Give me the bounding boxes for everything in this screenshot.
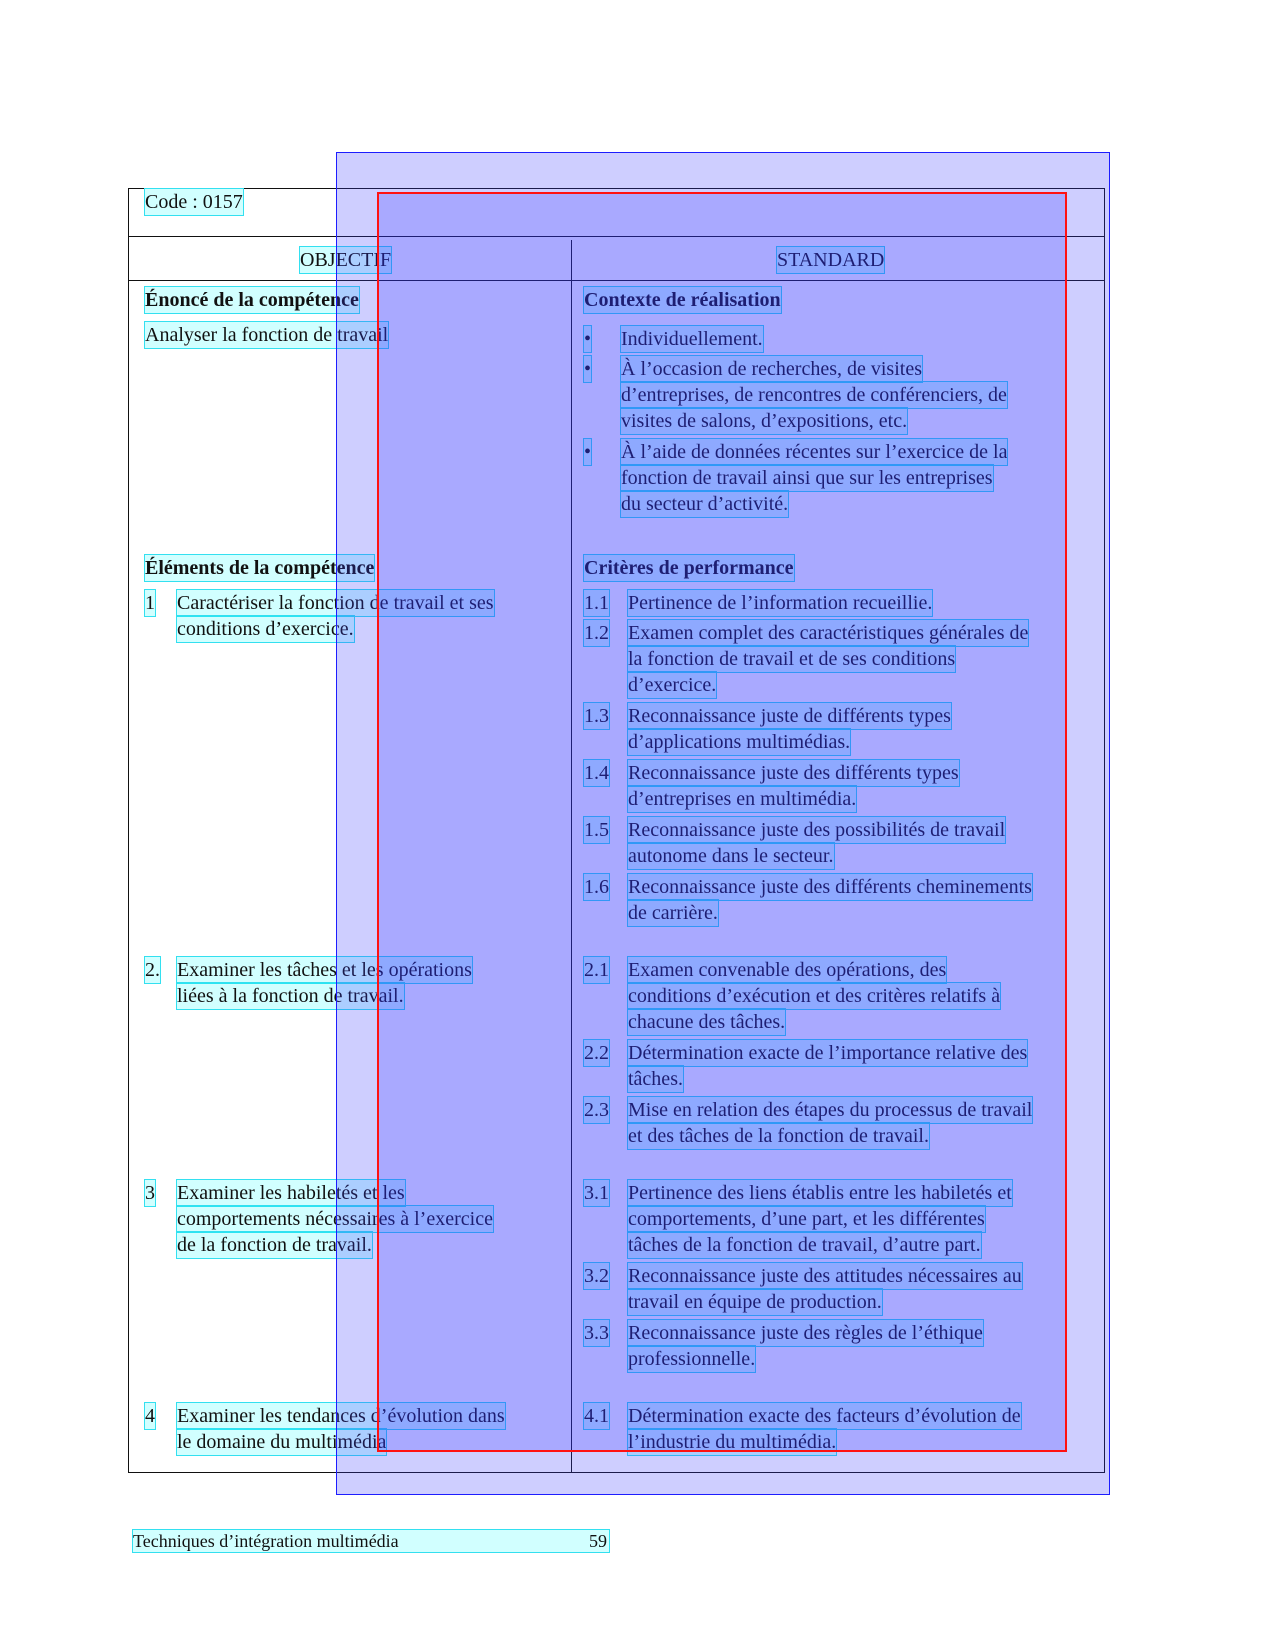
element-line: Caractériser la fonction de travail et ses bbox=[177, 592, 494, 614]
critere-line: autonome dans le secteur. bbox=[628, 845, 834, 867]
bullet-icon: • bbox=[584, 358, 592, 380]
critere-line: tâches. bbox=[628, 1068, 683, 1090]
bullet-icon: • bbox=[584, 328, 592, 350]
element-line: le domaine du multimédia bbox=[177, 1431, 387, 1453]
contexte-line: du secteur d’activité. bbox=[621, 493, 789, 515]
contexte-line: fonction de travail ainsi que sur les entreprises bbox=[621, 467, 993, 489]
element-line: conditions d’exercice. bbox=[177, 618, 354, 640]
element-number: 1 bbox=[145, 592, 155, 614]
critere-number: 1.5 bbox=[584, 819, 609, 841]
element-line: liées à la fonction de travail. bbox=[177, 985, 404, 1007]
critere-line: la fonction de travail et de ses conditions bbox=[628, 648, 956, 670]
contexte-line: visites de salons, d’expositions, etc. bbox=[621, 410, 908, 432]
critere-number: 2.3 bbox=[584, 1099, 609, 1121]
critere-line: travail en équipe de production. bbox=[628, 1291, 882, 1313]
element-number: 2. bbox=[145, 959, 160, 981]
critere-line: et des tâches de la fonction de travail. bbox=[628, 1125, 929, 1147]
critere-line: Examen convenable des opérations, des bbox=[628, 959, 947, 981]
enonce-title: Énoncé de la compétence bbox=[145, 289, 359, 311]
critere-number: 4.1 bbox=[584, 1405, 609, 1427]
critere-line: chacune des tâches. bbox=[628, 1011, 786, 1033]
critere-line: de carrière. bbox=[628, 902, 718, 924]
critere-line: conditions d’exécution et des critères relatifs à bbox=[628, 985, 1001, 1007]
critere-line: Reconnaissance juste des différents cheminements bbox=[628, 876, 1032, 898]
page-number: 59 bbox=[589, 1531, 607, 1551]
critere-line: Détermination exacte des facteurs d’évolution de bbox=[628, 1405, 1021, 1427]
bullet-icon: • bbox=[584, 441, 592, 463]
standard-header: STANDARD bbox=[777, 249, 885, 271]
critere-number: 2.2 bbox=[584, 1042, 609, 1064]
element-number: 4 bbox=[145, 1405, 155, 1427]
critere-line: Pertinence de l’information recueillie. bbox=[628, 592, 933, 614]
critere-line: comportements, d’une part, et les différentes bbox=[628, 1208, 985, 1230]
contexte-line: Individuellement. bbox=[621, 328, 763, 350]
critere-line: Détermination exacte de l’importance relative des bbox=[628, 1042, 1028, 1064]
critere-number: 3.1 bbox=[584, 1182, 609, 1204]
critere-number: 1.3 bbox=[584, 705, 609, 727]
element-line: Examiner les tendances d’évolution dans bbox=[177, 1405, 505, 1427]
element-line: Examiner les habiletés et les bbox=[177, 1182, 405, 1204]
critere-number: 3.2 bbox=[584, 1265, 609, 1287]
critere-line: d’entreprises en multimédia. bbox=[628, 788, 857, 810]
critere-number: 1.1 bbox=[584, 592, 609, 614]
critere-number: 3.3 bbox=[584, 1322, 609, 1344]
critere-line: l’industrie du multimédia. bbox=[628, 1431, 837, 1453]
critere-number: 1.2 bbox=[584, 622, 609, 644]
critere-line: professionnelle. bbox=[628, 1348, 756, 1370]
critere-line: Mise en relation des étapes du processus de travail bbox=[628, 1099, 1033, 1121]
enonce-text: Analyser la fonction de travail bbox=[145, 324, 389, 346]
critere-line: Reconnaissance juste des différents types bbox=[628, 762, 959, 784]
contexte-line: À l’aide de données récentes sur l’exercice de la bbox=[621, 441, 1008, 463]
critere-number: 1.6 bbox=[584, 876, 609, 898]
critere-line: Examen complet des caractéristiques générales de bbox=[628, 622, 1029, 644]
elements-title: Éléments de la compétence bbox=[145, 557, 375, 579]
element-line: Examiner les tâches et les opérations bbox=[177, 959, 472, 981]
critere-line: d’applications multimédias. bbox=[628, 731, 851, 753]
critere-number: 1.4 bbox=[584, 762, 609, 784]
contexte-line: d’entreprises, de rencontres de conférenciers, de bbox=[621, 384, 1007, 406]
objectif-header: OBJECTIF bbox=[300, 249, 392, 271]
critere-line: Reconnaissance juste des règles de l’éthique bbox=[628, 1322, 983, 1344]
footer bbox=[133, 1530, 609, 1552]
critere-line: Reconnaissance juste de différents types bbox=[628, 705, 951, 727]
element-number: 3 bbox=[145, 1182, 155, 1204]
code-label: Code : 0157 bbox=[145, 191, 243, 213]
critere-line: d’exercice. bbox=[628, 674, 717, 696]
contexte-title: Contexte de réalisation bbox=[584, 289, 781, 311]
element-line: comportements nécessaires à l’exercice bbox=[177, 1208, 493, 1230]
selection-overlay-inner bbox=[377, 192, 1067, 1452]
critere-line: Reconnaissance juste des attitudes nécessaires au bbox=[628, 1265, 1022, 1287]
footer-title: Techniques d’intégration multimédia bbox=[133, 1531, 399, 1551]
critere-line: tâches de la fonction de travail, d’autre part. bbox=[628, 1234, 981, 1256]
critere-line: Pertinence des liens établis entre les habiletés et bbox=[628, 1182, 1012, 1204]
element-line: de la fonction de travail. bbox=[177, 1234, 372, 1256]
criteres-title: Critères de performance bbox=[584, 557, 794, 579]
contexte-line: À l’occasion de recherches, de visites bbox=[621, 358, 922, 380]
critere-line: Reconnaissance juste des possibilités de travail bbox=[628, 819, 1006, 841]
critere-number: 2.1 bbox=[584, 959, 609, 981]
